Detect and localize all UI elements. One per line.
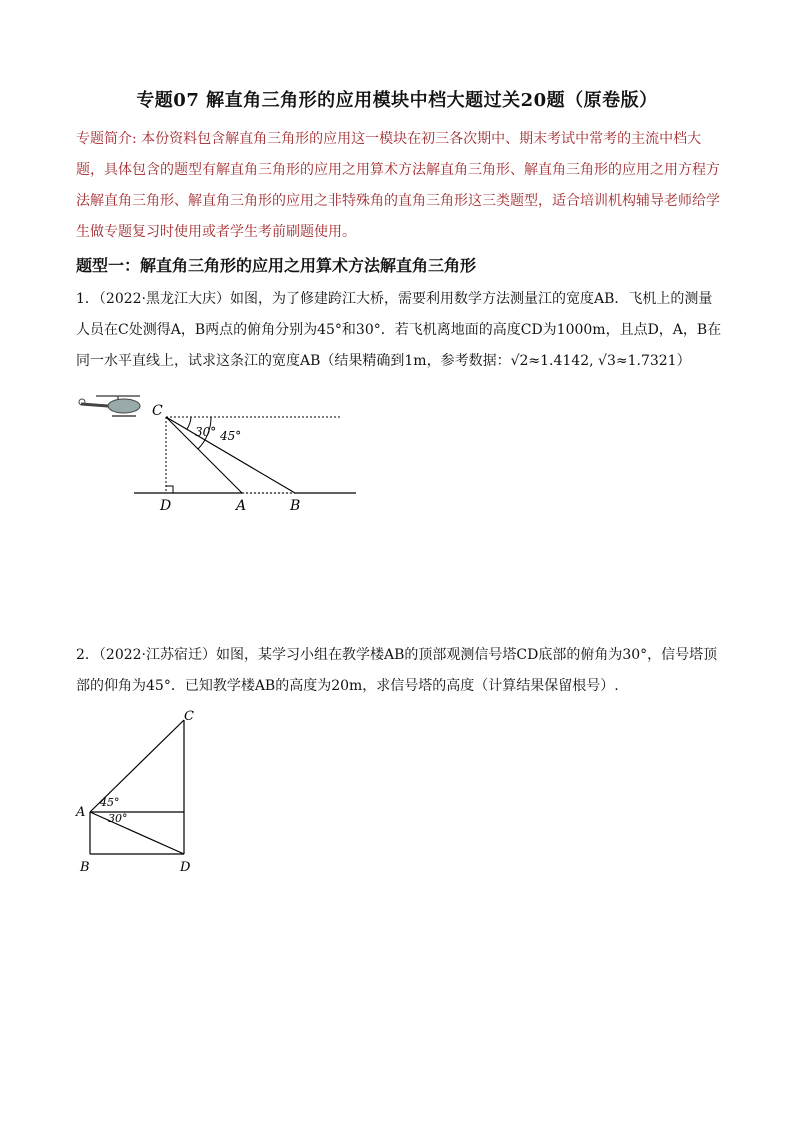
intro-text: 专题简介: 本份资料包含解直角三角形的应用这一模块在初三各次期中、期末考试中常考的主流中档大题，具体包含的题型有解直角三角形的应用之用算术方法解直角三角形、解直角三角形的应用之用方程方法解直角三角形、解直角三角形的应用之非特殊角的直角三角形这三类题型，适合培训机构辅导老师给学生做专题复习时使用或者学生考前刷题使用。: [76, 131, 720, 240]
fig2-label-c: C: [184, 709, 194, 724]
fig2-label-a: A: [76, 805, 86, 820]
section-heading: 题型一：解直角三角形的应用之用算术方法解直角三角形: [76, 256, 477, 275]
question-2: 2．（2022·江苏宿迁）如图，某学习小组在教学楼AB的顶部观测信号塔CD底部的俯角为30°，信号塔顶部的仰角为45°．已知教学楼AB的高度为20m，求信号塔的高度（计算结果保留根号）.: [76, 647, 718, 694]
page-title: 专题07 解直角三角形的应用模块中档大题过关20题（原卷版）: [136, 90, 658, 111]
fig1-label-d: D: [160, 498, 172, 514]
fig1-angle-45: 45°: [220, 429, 242, 443]
figure-2: [70, 708, 210, 878]
fig2-label-b: B: [80, 860, 90, 875]
helicopter-icon: [79, 396, 140, 416]
question-1: 1．（2022·黑龙江大庆）如图，为了修建跨江大桥，需要利用数学方法测量江的宽度AB．飞机上的测量人员在C处测得A，B两点的俯角分别为45°和30°．若飞机离地面的高度CD为1000m，且点D，A，B在同一水平直线上，试求这条江的宽度AB（结果精确到1m，参考数据：√2≈1.4142, √3≈1.7321）: [76, 291, 722, 369]
fig1-label-b: B: [290, 498, 301, 514]
fig2-angle-45: 45°: [100, 796, 120, 809]
fig1-label-a: A: [236, 498, 247, 514]
fig1-angle-30: 30°: [195, 425, 217, 439]
fig1-label-c: C: [152, 403, 163, 419]
figure-1: [76, 388, 376, 518]
fig2-angle-30: 30°: [108, 812, 128, 825]
fig2-label-d: D: [180, 860, 191, 875]
